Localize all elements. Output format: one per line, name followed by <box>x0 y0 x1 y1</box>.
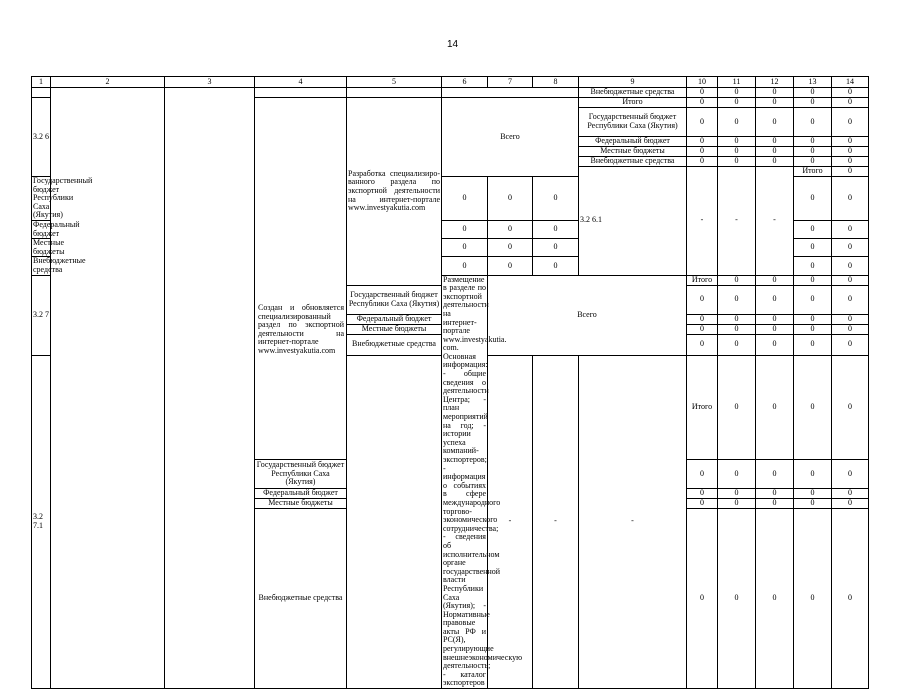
budget-table <box>31 76 869 689</box>
value-cell: 0 <box>794 489 832 499</box>
value-cell: 0 <box>756 460 794 489</box>
source-label: Итого <box>687 275 718 285</box>
source-label: Федеральный бюджет <box>255 489 347 499</box>
source-label: Итого <box>794 167 832 177</box>
value-cell: 0 <box>756 324 794 334</box>
value-cell: 0 <box>533 239 579 257</box>
item-id: 3.2 7 <box>32 275 51 355</box>
value-cell: 0 <box>687 285 718 314</box>
total-label: Всего <box>488 275 687 355</box>
dash-cell: - <box>756 167 794 276</box>
item-id: 3.2 6.1 <box>579 167 687 276</box>
value-cell: 0 <box>718 324 756 334</box>
value-cell: 0 <box>718 489 756 499</box>
value-cell: 0 <box>687 324 718 334</box>
value-cell: 0 <box>442 257 488 275</box>
value-cell: 0 <box>718 460 756 489</box>
cell-empty <box>347 88 442 98</box>
value-cell: 0 <box>442 239 488 257</box>
value-cell: 0 <box>488 177 533 221</box>
value-cell: 0 <box>687 489 718 499</box>
source-label: Государственный бюджет Республики Саха (Якутия) <box>579 108 687 137</box>
source-label: Государственный бюджет Республики Саха (Якутия) <box>33 176 93 220</box>
col-header-11: 11 <box>718 77 756 88</box>
value-cell: 0 <box>756 275 794 285</box>
value-cell: 0 <box>687 137 718 147</box>
source-label: Местные бюджеты <box>255 499 347 509</box>
value-cell: 0 <box>687 334 718 355</box>
value-cell: 0 <box>488 257 533 275</box>
expected-result: Создан и обновляется специализированный раздел по экспортной деятельности на интернет-портале www.investyakutia.com <box>258 303 344 355</box>
cell-col4-empty <box>255 98 347 460</box>
value-cell: 0 <box>794 157 832 167</box>
item-description: Разработка специализиро-ванного раздела по экспортной деятельности на интернет-портале www.investyakutia.com <box>347 98 442 286</box>
value-cell: 0 <box>756 88 794 98</box>
value-cell: 0 <box>756 334 794 355</box>
source-label: Внебюджетные средства <box>347 334 442 355</box>
value-cell: 0 <box>794 275 832 285</box>
value-cell: 0 <box>718 499 756 509</box>
value-cell: 0 <box>756 314 794 324</box>
col-header-2: 2 <box>51 77 165 88</box>
value-cell: 0 <box>687 460 718 489</box>
cell-empty <box>32 88 51 98</box>
value-cell: 0 <box>794 220 832 238</box>
cell-col3-empty <box>165 88 255 689</box>
source-label: Внебюджетные средства <box>579 157 687 167</box>
value-cell: 0 <box>756 285 794 314</box>
value-cell: 0 <box>718 137 756 147</box>
dash-cell: - <box>488 355 533 689</box>
value-cell: 0 <box>718 88 756 98</box>
cell-empty <box>255 88 347 98</box>
value-cell: 0 <box>533 177 579 221</box>
value-cell: 0 <box>718 98 756 108</box>
item-id: 3.2 7.1 <box>32 355 51 689</box>
value-cell: 0 <box>756 489 794 499</box>
cell-empty <box>442 88 579 98</box>
value-cell: 0 <box>718 509 756 689</box>
value-cell: 0 <box>794 509 832 689</box>
col-header-12: 12 <box>756 77 794 88</box>
value-cell: 0 <box>756 108 794 137</box>
value-cell: 0 <box>832 499 869 509</box>
col-header-10: 10 <box>687 77 718 88</box>
value-cell: 0 <box>756 147 794 157</box>
item-description: Размещение в разделе по экспортной деятельности на интернет-портале www.investyakutia. com. Основная информация: - общие сведения о деятельности Центра; - план мероприятий на год; - истории успеха компаний-экспортеров; - информация о событиях в сфере международного торгово-экономического сотрудничества; - сведения об исполнительном органе государственной власти Республики Саха (Якутия); - Нормативные правовые акты РФ и РС(Я), регулирующие внешнеэкономическую деятельность; - каталог экспортеров <box>443 274 523 688</box>
value-cell: 0 <box>832 509 869 689</box>
value-cell: 0 <box>832 157 869 167</box>
value-cell: 0 <box>832 167 869 177</box>
value-cell: 0 <box>794 137 832 147</box>
col-header-7: 7 <box>488 77 533 88</box>
value-cell: 0 <box>832 257 869 275</box>
col-header-8: 8 <box>533 77 579 88</box>
value-cell: 0 <box>794 499 832 509</box>
source-label: Государственный бюджет Республики Саха (Якутия) <box>255 460 347 489</box>
col-header-4: 4 <box>255 77 347 88</box>
value-cell: 0 <box>832 285 869 314</box>
value-cell: 0 <box>832 98 869 108</box>
source-label: Внебюджетные средства <box>255 509 347 689</box>
source-label: Внебюджетные средства <box>33 256 86 274</box>
value-cell: 0 <box>718 314 756 324</box>
value-cell: 0 <box>756 98 794 108</box>
value-cell: 0 <box>488 239 533 257</box>
value-cell: 0 <box>794 355 832 460</box>
value-cell: 0 <box>794 285 832 314</box>
header-row <box>32 77 869 88</box>
value-cell: 0 <box>718 334 756 355</box>
value-cell: 0 <box>442 220 488 238</box>
dash-cell: - <box>687 167 718 276</box>
col-header-1: 1 <box>32 77 51 88</box>
page-number: 14 <box>446 39 459 50</box>
value-cell: 0 <box>756 355 794 460</box>
source-label: Итого <box>579 98 687 108</box>
source-label: Федеральный бюджет <box>33 219 80 238</box>
value-cell: 0 <box>794 108 832 137</box>
source-label: Местные бюджеты <box>33 238 65 256</box>
value-cell: 0 <box>794 239 832 257</box>
value-cell: 0 <box>756 137 794 147</box>
value-cell: 0 <box>756 157 794 167</box>
col-header-9: 9 <box>579 77 687 88</box>
value-cell: 0 <box>832 324 869 334</box>
dash-cell: - <box>579 355 687 689</box>
value-cell: 0 <box>756 499 794 509</box>
value-cell: 0 <box>533 220 579 238</box>
source-label: Местные бюджеты <box>347 324 442 334</box>
value-cell: 0 <box>687 314 718 324</box>
value-cell: 0 <box>832 355 869 460</box>
value-cell: 0 <box>832 88 869 98</box>
value-cell: 0 <box>687 157 718 167</box>
value-cell: 0 <box>794 88 832 98</box>
value-cell: 0 <box>794 314 832 324</box>
value-cell: 0 <box>794 177 832 221</box>
value-cell: 0 <box>832 137 869 147</box>
value-cell: 0 <box>832 275 869 285</box>
value-cell: 0 <box>687 499 718 509</box>
value-cell: 0 <box>832 177 869 221</box>
source-label: Государственный бюджет Республики Саха (Якутия) <box>347 285 442 314</box>
value-cell: 0 <box>687 108 718 137</box>
total-label: Всего <box>442 98 579 177</box>
cell-col4-empty <box>347 355 442 689</box>
col-header-13: 13 <box>794 77 832 88</box>
source-label: Внебюджетные средства <box>579 88 687 98</box>
value-cell: 0 <box>794 98 832 108</box>
dash-cell: - <box>718 167 756 276</box>
item-id: 3.2 6 <box>32 98 51 177</box>
value-cell: 0 <box>687 147 718 157</box>
value-cell: 0 <box>794 460 832 489</box>
value-cell: 0 <box>832 489 869 499</box>
value-cell: 0 <box>832 334 869 355</box>
value-cell: 0 <box>533 257 579 275</box>
value-cell: 0 <box>832 220 869 238</box>
value-cell: 0 <box>794 147 832 157</box>
value-cell: 0 <box>718 147 756 157</box>
source-label: Итого <box>687 355 718 460</box>
value-cell: 0 <box>687 88 718 98</box>
value-cell: 0 <box>718 355 756 460</box>
value-cell: 0 <box>488 220 533 238</box>
col-header-6: 6 <box>442 77 488 88</box>
value-cell: 0 <box>832 239 869 257</box>
source-label: Местные бюджеты <box>579 147 687 157</box>
source-label: Федеральный бюджет <box>579 137 687 147</box>
value-cell: 0 <box>832 147 869 157</box>
col-header-3: 3 <box>165 77 255 88</box>
col-header-14: 14 <box>832 77 869 88</box>
value-cell: 0 <box>832 108 869 137</box>
value-cell: 0 <box>794 334 832 355</box>
value-cell: 0 <box>832 314 869 324</box>
value-cell: 0 <box>718 108 756 137</box>
value-cell: 0 <box>718 285 756 314</box>
source-label: Федеральный бюджет <box>347 314 442 324</box>
value-cell: 0 <box>794 324 832 334</box>
col-header-5: 5 <box>347 77 442 88</box>
value-cell: 0 <box>718 275 756 285</box>
table-row <box>32 88 869 98</box>
dash-cell: - <box>533 355 579 689</box>
value-cell: 0 <box>756 509 794 689</box>
value-cell: 0 <box>832 460 869 489</box>
value-cell: 0 <box>718 157 756 167</box>
value-cell: 0 <box>794 257 832 275</box>
value-cell: 0 <box>687 509 718 689</box>
value-cell: 0 <box>687 98 718 108</box>
value-cell: 0 <box>442 177 488 221</box>
